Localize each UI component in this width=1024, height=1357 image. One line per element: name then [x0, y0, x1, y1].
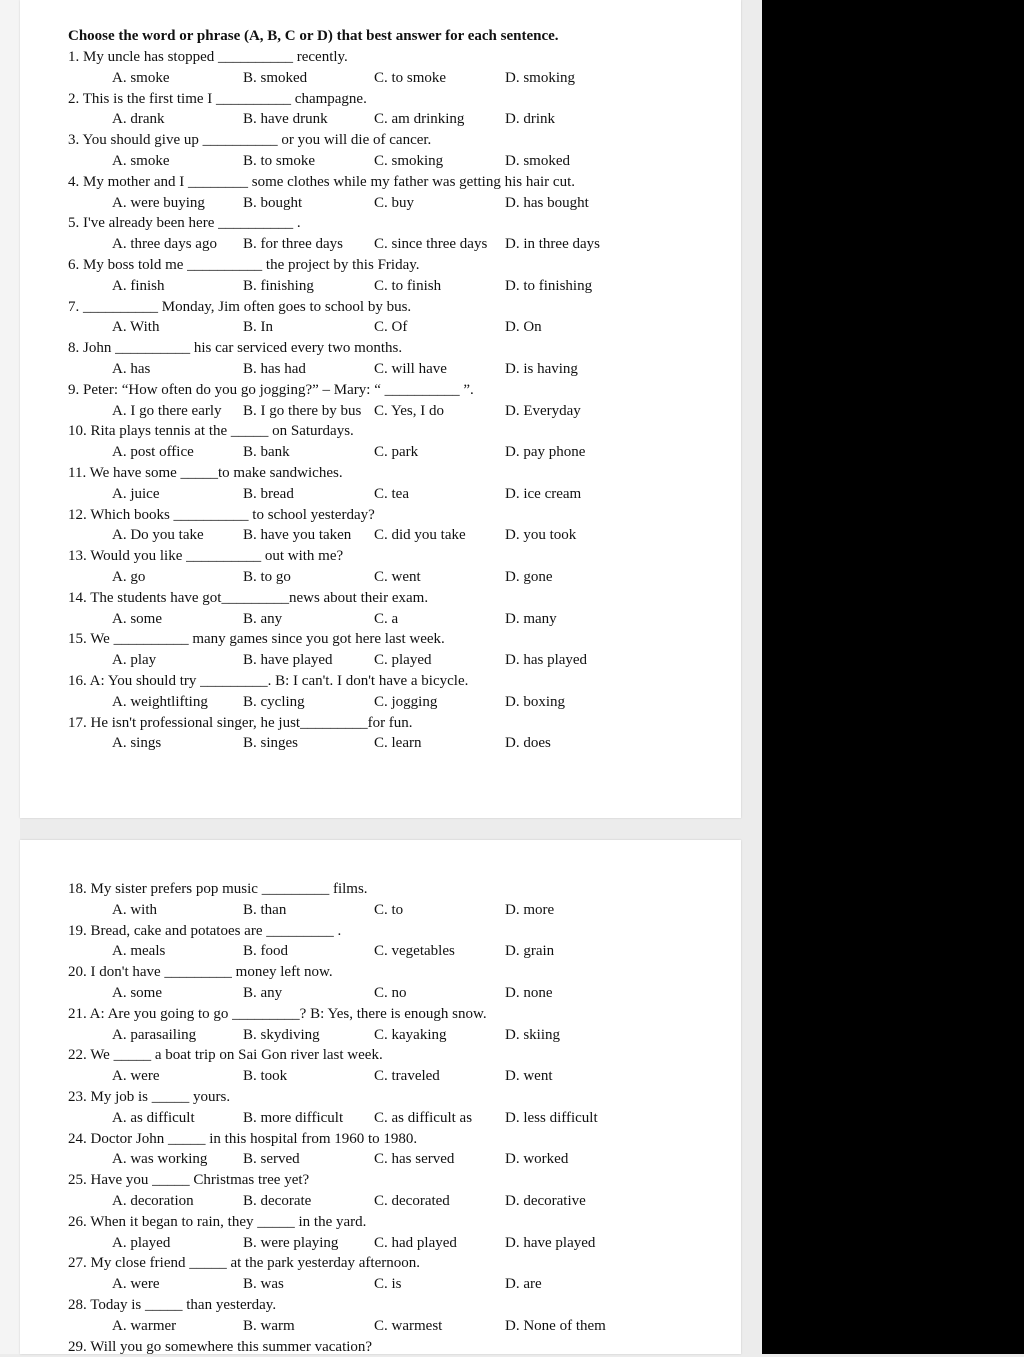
answer-options-row [68, 401, 1024, 422]
question-text: 14. The students have got_________news about their exam. [68, 589, 429, 606]
answer-option-d[interactable]: D. has played [505, 652, 588, 669]
answer-option-d[interactable]: D. went [505, 1068, 553, 1085]
answer-option-b[interactable]: B. to go [243, 568, 291, 585]
answer-option-c[interactable]: C. no [374, 984, 407, 1001]
answer-option-d[interactable]: D. has bought [505, 194, 589, 211]
answer-option-b[interactable]: B. I go there by bus [243, 402, 362, 419]
answer-option-c[interactable]: C. will have [374, 360, 447, 377]
answer-option-c[interactable]: C. a [374, 610, 399, 627]
answer-option-c[interactable]: C. traveled [374, 1068, 440, 1085]
answer-options-row [68, 442, 1024, 463]
answer-option-c[interactable]: C. went [374, 568, 421, 585]
answer-option-d[interactable]: D. have played [505, 1234, 596, 1251]
answer-option-b[interactable]: B. was [243, 1276, 284, 1293]
question-text: 23. My job is _____ yours. [68, 1088, 231, 1105]
answer-options-row [68, 1191, 1024, 1212]
answer-options-row [68, 68, 1024, 89]
left-margin-strip [0, 0, 20, 1354]
answer-option-b[interactable]: B. took [243, 1068, 288, 1085]
answer-option-d[interactable]: D. Everyday [505, 402, 581, 419]
question-text: 24. Doctor John _____ in this hospital from 1960 to 1980. [68, 1130, 418, 1147]
question-text: 19. Bread, cake and potatoes are _________ . [68, 922, 342, 939]
question-text: 9. Peter: “How often do you go jogging?” – Mary: “ __________ ”. [68, 381, 474, 398]
answer-option-d[interactable]: D. gone [505, 568, 553, 585]
answer-option-d[interactable]: D. many [505, 610, 557, 627]
answer-options-row [68, 692, 1024, 713]
question-text: 21. A: Are you going to go _________? B: Yes, there is enough snow. [68, 1005, 487, 1022]
answer-option-b[interactable]: B. bank [243, 444, 290, 461]
answer-option-a[interactable]: A. were [112, 1068, 160, 1085]
question-text: 12. Which books __________ to school yesterday? [68, 506, 375, 523]
answer-option-c[interactable]: C. decorated [374, 1192, 450, 1209]
answer-option-a[interactable]: A. play [112, 652, 157, 669]
answer-option-b[interactable]: B. have you taken [243, 527, 352, 544]
answer-option-d[interactable]: D. less difficult [505, 1109, 598, 1126]
answer-option-b[interactable]: B. bread [243, 485, 294, 502]
answer-option-d[interactable]: D. you took [505, 527, 577, 544]
answer-option-c[interactable]: C. to finish [374, 277, 442, 294]
page-1-content [68, 26, 1024, 754]
answer-option-b[interactable]: B. served [243, 1151, 300, 1168]
answer-option-d[interactable]: D. decorative [505, 1192, 586, 1209]
answer-options-row [68, 609, 1024, 630]
answer-option-a[interactable]: A. finish [112, 277, 165, 294]
answer-option-a[interactable]: A. has [112, 360, 151, 377]
question-text: 6. My boss told me __________ the project by this Friday. [68, 256, 420, 273]
answer-option-b[interactable]: B. food [243, 943, 288, 960]
answer-options-row [68, 1274, 1024, 1295]
answer-option-c[interactable]: C. has served [374, 1151, 455, 1168]
answer-options-row [68, 941, 1024, 962]
answer-option-a[interactable]: A. juice [112, 485, 160, 502]
answer-option-b[interactable]: B. smoked [243, 69, 308, 86]
question-text: 15. We __________ many games since you got here last week. [68, 631, 445, 648]
answer-option-b[interactable]: B. decorate [243, 1192, 312, 1209]
answer-option-d[interactable]: D. does [505, 735, 551, 752]
question-text: 10. Rita plays tennis at the _____ on Saturdays. [68, 423, 354, 440]
answer-option-d[interactable]: D. is having [505, 360, 578, 377]
question-text: 8. John __________ his car serviced every two months. [68, 340, 403, 357]
answer-option-a[interactable]: A. smoke [112, 69, 170, 86]
answer-option-c[interactable]: C. learn [374, 735, 422, 752]
answer-option-d[interactable]: D. ice cream [505, 485, 582, 502]
answer-option-c[interactable]: C. am drinking [374, 111, 465, 128]
answer-option-a[interactable]: A. with [112, 901, 157, 918]
answer-option-a[interactable]: A. some [112, 984, 162, 1001]
answer-option-b[interactable]: B. than [243, 901, 287, 918]
answer-option-d[interactable]: D. more [505, 901, 555, 918]
answer-option-a[interactable]: A. meals [112, 943, 166, 960]
answer-option-b[interactable]: B. cycling [243, 693, 305, 710]
answer-option-a[interactable]: A. some [112, 610, 162, 627]
answer-option-b[interactable]: B. has had [243, 360, 306, 377]
answer-option-c[interactable]: C. jogging [374, 693, 438, 710]
question-text: 22. We _____ a boat trip on Sai Gon river last week. [68, 1047, 383, 1064]
question-text: 29. Will you go somewhere this summer vacation? [68, 1338, 373, 1355]
answer-option-c[interactable]: C. park [374, 444, 419, 461]
answer-options-row [68, 109, 1024, 130]
question-text: 25. Have you _____ Christmas tree yet? [68, 1172, 310, 1189]
answer-option-a[interactable]: A. I go there early [112, 402, 222, 419]
answer-option-b[interactable]: B. In [243, 319, 273, 336]
answer-options-row [68, 983, 1024, 1004]
answer-options-row [68, 484, 1024, 505]
answer-option-d[interactable]: D. worked [505, 1151, 569, 1168]
answer-option-d[interactable]: D. are [505, 1276, 542, 1293]
answer-option-a[interactable]: A. post office [112, 444, 194, 461]
answer-option-c[interactable]: C. warmest [374, 1317, 443, 1334]
answer-option-c[interactable]: C. played [374, 652, 432, 669]
answer-option-d[interactable]: D. smoking [505, 69, 576, 86]
question-text: 2. This is the first time I __________ champagne. [68, 90, 367, 107]
answer-option-a[interactable]: A. three days ago [112, 236, 217, 253]
answer-option-b[interactable]: B. singes [243, 735, 299, 752]
answer-option-c[interactable]: C. to [374, 901, 404, 918]
answer-option-d[interactable]: D. skiing [505, 1026, 561, 1043]
answer-option-c[interactable]: C. Yes, I do [374, 402, 445, 419]
answer-options-row [68, 1066, 1024, 1087]
question-text: 17. He isn't professional singer, he just_________for fun. [68, 714, 413, 731]
answer-option-c[interactable]: C. kayaking [374, 1026, 447, 1043]
question-text: 28. Today is _____ than yesterday. [68, 1296, 277, 1313]
page-2-content [68, 879, 1024, 1357]
answer-option-b[interactable]: B. have drunk [243, 111, 328, 128]
answer-option-b[interactable]: B. warm [243, 1317, 295, 1334]
answer-option-a[interactable]: A. smoke [112, 152, 170, 169]
question-text: 13. Would you like __________ out with me? [68, 548, 344, 565]
question-text: 18. My sister prefers pop music _________ films. [68, 881, 368, 897]
answer-options-row [68, 193, 1024, 214]
question-text: 4. My mother and I ________ some clothes while my father was getting his hair cut. [68, 173, 575, 190]
answer-options-row [68, 276, 1024, 297]
answer-option-d[interactable]: D. none [505, 984, 553, 1001]
answer-option-d[interactable]: D. grain [505, 943, 555, 960]
answer-options-row [68, 1233, 1024, 1254]
question-text: 7. __________ Monday, Jim often goes to school by bus. [68, 298, 412, 315]
answer-option-b[interactable]: B. for three days [243, 236, 343, 253]
answer-option-c[interactable]: C. tea [374, 485, 409, 502]
answer-option-a[interactable]: A. parasailing [112, 1026, 197, 1043]
answer-options-row [68, 733, 1024, 754]
answer-option-b[interactable]: B. to smoke [243, 152, 316, 169]
answer-option-a[interactable]: A. go [112, 568, 146, 585]
answer-options-row [68, 1108, 1024, 1129]
answer-option-c[interactable]: C. as difficult as [374, 1109, 473, 1126]
answer-options-row [68, 567, 1024, 588]
question-text: 5. I've already been here __________ . [68, 215, 301, 232]
answer-option-a[interactable]: A. drank [112, 111, 165, 128]
answer-option-c[interactable]: C. had played [374, 1234, 457, 1251]
answer-options-row [68, 359, 1024, 380]
answer-option-c[interactable]: C. to smoke [374, 69, 447, 86]
answer-option-a[interactable]: A. weightlifting [112, 693, 208, 710]
answer-option-c[interactable]: C. smoking [374, 152, 444, 169]
answer-options-row [68, 900, 1024, 921]
question-text: 26. When it began to rain, they _____ in the yard. [68, 1213, 367, 1230]
answer-option-c[interactable]: C. did you take [374, 527, 466, 544]
answer-option-b[interactable]: B. were playing [243, 1234, 339, 1251]
answer-option-b[interactable]: B. skydiving [243, 1026, 320, 1043]
answer-option-a[interactable]: A. warmer [112, 1317, 177, 1334]
answer-option-d[interactable]: D. to finishing [505, 277, 593, 294]
answer-option-d[interactable]: D. pay phone [505, 444, 586, 461]
answer-options-row [68, 317, 1024, 338]
answer-option-d[interactable]: D. drink [505, 111, 555, 128]
answer-option-b[interactable]: B. bought [243, 194, 303, 211]
answer-option-a[interactable]: A. decoration [112, 1192, 194, 1209]
answer-option-b[interactable]: B. finishing [243, 277, 314, 294]
answer-option-d[interactable]: D. On [505, 319, 542, 336]
question-text: 11. We have some _____to make sandwiches. [68, 464, 343, 481]
answer-option-c[interactable]: C. vegetables [374, 943, 455, 960]
answer-option-c[interactable]: C. since three days [374, 236, 488, 253]
answer-options-row [68, 1316, 1024, 1337]
instruction-heading: Choose the word or phrase (A, B, C or D) that best answer for each sentence. [68, 28, 559, 44]
question-text: 20. I don't have _________ money left now. [68, 964, 333, 981]
answer-option-c[interactable]: C. buy [374, 194, 415, 211]
question-text: 16. A: You should try _________. B: I can't. I don't have a bicycle. [68, 672, 469, 689]
answer-option-b[interactable]: B. have played [243, 652, 333, 669]
question-text: 3. You should give up __________ or you will die of cancer. [68, 132, 432, 149]
answer-option-d[interactable]: D. None of them [505, 1317, 606, 1334]
answer-options-row [68, 525, 1024, 546]
answer-option-a[interactable]: A. as difficult [112, 1109, 195, 1126]
answer-options-row [68, 234, 1024, 255]
answer-option-a[interactable]: A. With [112, 319, 160, 336]
answer-option-a[interactable]: A. Do you take [112, 527, 204, 544]
question-text: 27. My close friend _____ at the park yesterday afternoon. [68, 1255, 420, 1272]
question-text: 1. My uncle has stopped __________ recently. [68, 49, 348, 65]
answer-options-row [68, 1149, 1024, 1170]
answer-option-d[interactable]: D. boxing [505, 693, 565, 710]
answer-option-d[interactable]: D. in three days [505, 236, 600, 253]
answer-option-a[interactable]: A. were [112, 1276, 160, 1293]
answer-option-a[interactable]: A. were buying [112, 194, 205, 211]
answer-option-b[interactable]: B. any [243, 984, 283, 1001]
answer-option-b[interactable]: B. more difficult [243, 1109, 344, 1126]
answer-option-c[interactable]: C. is [374, 1276, 402, 1293]
answer-options-row [68, 1025, 1024, 1046]
answer-option-d[interactable]: D. smoked [505, 152, 570, 169]
answer-option-a[interactable]: A. played [112, 1234, 171, 1251]
answer-options-row [68, 151, 1024, 172]
answer-options-row [68, 650, 1024, 671]
answer-option-c[interactable]: C. Of [374, 319, 408, 336]
answer-option-a[interactable]: A. was working [112, 1151, 208, 1168]
answer-option-a[interactable]: A. sings [112, 735, 162, 752]
answer-option-b[interactable]: B. any [243, 610, 283, 627]
